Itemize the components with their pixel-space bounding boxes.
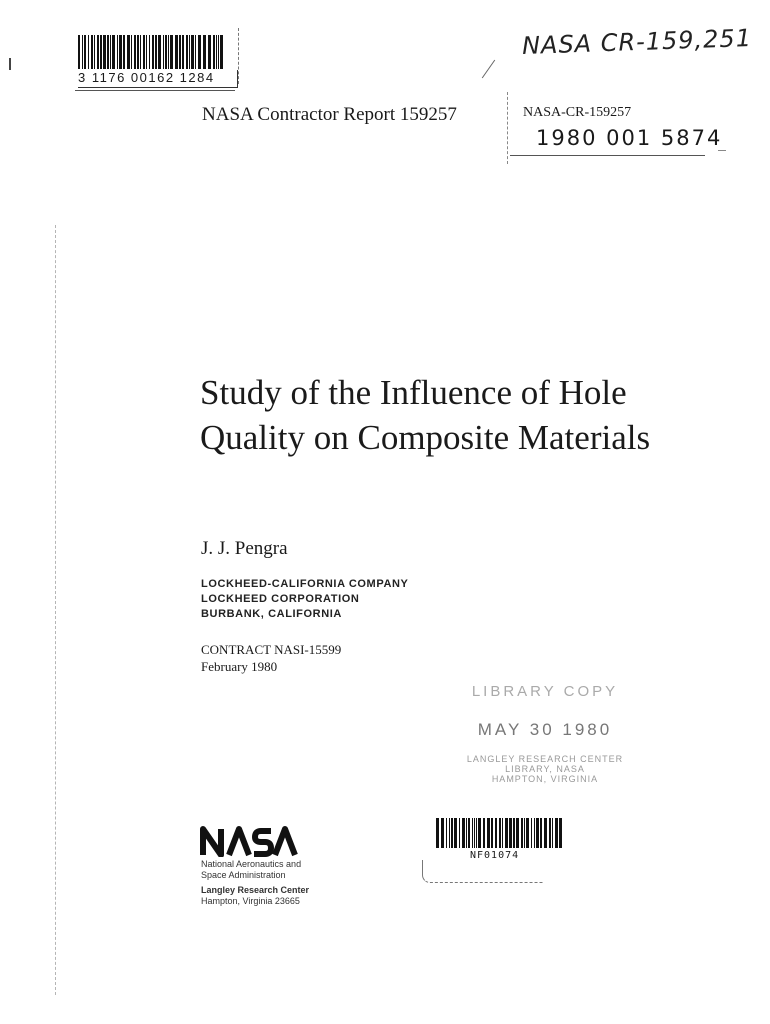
barcode-bar: [146, 35, 147, 69]
barcode-bar: [143, 35, 145, 69]
barcode-bar: [158, 35, 161, 69]
barcode-bar: [513, 818, 515, 848]
barcode-bar: [203, 35, 206, 69]
barcode-bar: [213, 35, 215, 69]
contract-block: [201, 641, 341, 675]
barcode-bar: [123, 35, 125, 69]
barcode-bar: [468, 818, 470, 848]
barcode-bar: [446, 818, 447, 848]
title-line-2: Quality on Composite Materials: [200, 418, 651, 457]
scan-margin-line: [55, 225, 56, 995]
barcode-bar: [117, 35, 118, 69]
stamp-line-5: HAMPTON, VIRGINIA: [491, 774, 599, 784]
barcode-bar: [88, 35, 89, 69]
barcode-bar: [78, 35, 80, 69]
barcode-bar: [487, 818, 490, 848]
title-line-1: Study of the Influence of Hole: [200, 373, 627, 412]
barcode-bar: [534, 818, 535, 848]
barcode-bar: [441, 818, 444, 848]
barcode-bar: [216, 35, 217, 69]
accession-box-left: [507, 92, 508, 164]
barcode-bar: [526, 818, 529, 848]
organization-line: BURBANK, CALIFORNIA: [201, 608, 342, 620]
library-stamp: [455, 683, 635, 784]
barcode-bar: [186, 35, 188, 69]
barcode-bar: [472, 818, 473, 848]
barcode-bar: [195, 35, 196, 69]
organization-line: LOCKHEED-CALIFORNIA COMPANY: [201, 578, 409, 590]
barcode-bar: [131, 35, 132, 69]
barcode-top: [78, 35, 238, 69]
barcode-bar: [451, 818, 453, 848]
accession-number: 1980 001 5874: [536, 126, 723, 150]
barcode-bar: [97, 35, 99, 69]
agency-block: [201, 859, 301, 881]
label-underline: [75, 90, 235, 91]
author-name: J. J. Pengra: [201, 538, 288, 559]
barcode-bar: [191, 35, 194, 69]
document-title: [200, 370, 650, 460]
barcode-bar: [459, 818, 460, 848]
barcode-bar: [84, 35, 86, 69]
stamp-line-1: LIBRARY COPY: [471, 683, 619, 700]
barcode-bar: [198, 35, 201, 69]
barcode-bar: [524, 818, 525, 848]
nasa-worm-logo-icon: [199, 825, 301, 857]
report-id-printed: NASA-CR-159257: [523, 105, 632, 120]
barcode-bar: [220, 35, 223, 69]
barcode-bar: [462, 818, 465, 848]
barcode-label-outline: [422, 860, 543, 883]
barcode-bar: [502, 818, 503, 848]
barcode-bar: [549, 818, 551, 848]
barcode-bar: [182, 35, 184, 69]
pen-stroke: [482, 60, 495, 79]
barcode-bar: [436, 818, 439, 848]
barcode-bar: [107, 35, 109, 69]
accession-tick: [718, 150, 726, 151]
barcode-bar: [559, 818, 562, 848]
barcode-bar: [119, 35, 122, 69]
barcode-bar: [140, 35, 141, 69]
barcode-bar: [179, 35, 181, 69]
barcode-bar: [499, 818, 501, 848]
top-barcode-number: 3 1176 00162 1284: [78, 70, 238, 88]
barcode-bar: [478, 818, 481, 848]
barcode-bar: [91, 35, 93, 69]
barcode-bar: [112, 35, 115, 69]
accession-underline: [510, 155, 705, 156]
barcode-bar: [544, 818, 547, 848]
barcode-bar: [466, 818, 467, 848]
barcode-bar: [555, 818, 558, 848]
stamp-line-3: LANGLEY RESEARCH CENTER: [466, 754, 624, 764]
barcode-bar: [152, 35, 154, 69]
organization-block: [201, 577, 408, 622]
barcode-bar: [531, 818, 532, 848]
label-edge-line: [238, 28, 239, 84]
barcode-bar: [491, 818, 493, 848]
top-barcode-label: [78, 35, 238, 88]
center-line-1: Langley Research Center: [201, 885, 310, 895]
report-label: NASA Contractor Report 159257: [202, 104, 457, 125]
barcode-bottom: [436, 818, 566, 848]
stamp-line-2: MAY 30 1980: [477, 720, 613, 739]
barcode-bar: [82, 35, 83, 69]
barcode-bar: [536, 818, 539, 848]
barcode-bar: [476, 818, 477, 848]
handwritten-report-number: NASA CR-159,251: [521, 23, 753, 61]
barcode-bar: [137, 35, 139, 69]
barcode-bar: [165, 35, 167, 69]
agency-line-2: Space Administration: [201, 870, 286, 880]
barcode-bar: [103, 35, 106, 69]
barcode-bar: [521, 818, 523, 848]
barcode-bar: [189, 35, 190, 69]
barcode-bar: [149, 35, 150, 69]
barcode-bar: [208, 35, 211, 69]
barcode-bar: [540, 818, 542, 848]
barcode-bar: [516, 818, 519, 848]
organization-line: LOCKHEED CORPORATION: [201, 593, 360, 605]
barcode-bar: [505, 818, 508, 848]
barcode-bar: [163, 35, 164, 69]
barcode-bar: [495, 818, 497, 848]
barcode-bar: [449, 818, 450, 848]
bottom-barcode-label: [436, 818, 566, 861]
barcode-bar: [155, 35, 157, 69]
barcode-bar: [100, 35, 102, 69]
barcode-bar: [454, 818, 457, 848]
stamp-line-4: LIBRARY, NASA: [505, 764, 585, 774]
barcode-bar: [175, 35, 178, 69]
barcode-bar: [509, 818, 512, 848]
barcode-bar: [474, 818, 475, 848]
nasa-logo: [199, 825, 301, 862]
center-block: [201, 885, 309, 907]
barcode-bar: [127, 35, 130, 69]
contract-number: CONTRACT NASI-15599: [201, 642, 342, 657]
barcode-bar: [483, 818, 485, 848]
publication-date: February 1980: [201, 659, 278, 674]
barcode-bar: [94, 35, 95, 69]
agency-line-1: National Aeronautics and: [201, 859, 302, 869]
scan-tick-mark: [9, 58, 11, 70]
barcode-bar: [134, 35, 136, 69]
bottom-barcode-code: NF01074: [470, 850, 520, 861]
barcode-bar: [168, 35, 169, 69]
barcode-bar: [552, 818, 553, 848]
center-line-2: Hampton, Virginia 23665: [201, 896, 300, 906]
barcode-bar: [218, 35, 219, 69]
barcode-bar: [170, 35, 173, 69]
barcode-bar: [110, 35, 111, 69]
